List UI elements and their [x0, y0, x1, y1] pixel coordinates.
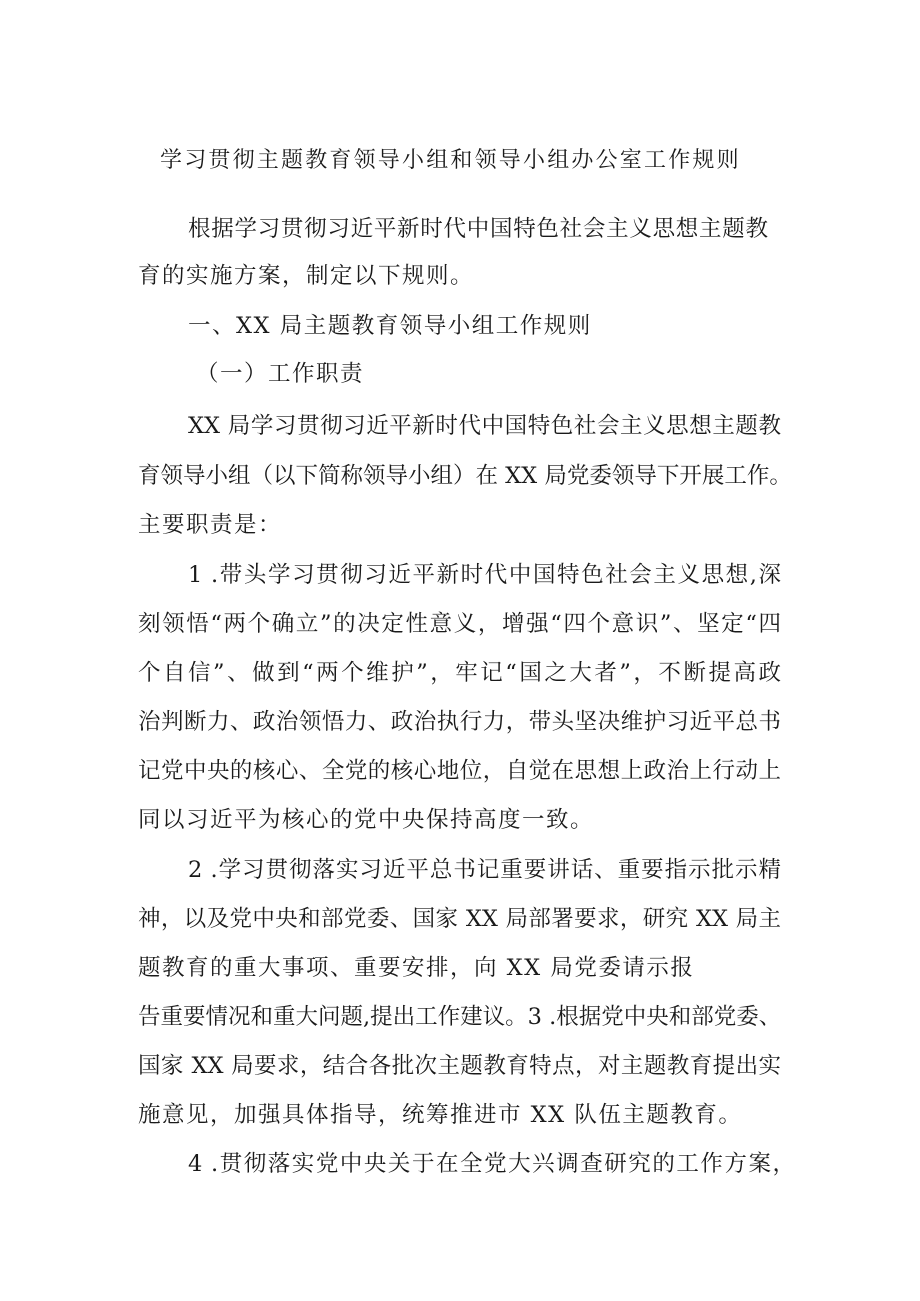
- list-item-line: 2 .学习贯彻落实习近平总书记重要讲话、重要指示批示精: [188, 857, 781, 883]
- list-item-line: 4 .贯彻落实党中央关于在全党大兴调查研究的工作方案，: [188, 1151, 795, 1177]
- list-item-line: 个自信”、做到“两个维护”，牢记“国之大者”，不断提高政: [138, 660, 781, 686]
- paragraph-line: 主要职责是：: [138, 512, 283, 538]
- list-item-line: 1 .带头学习贯彻习近平新时代中国特色社会主义思想,深: [188, 562, 781, 588]
- list-item-line: 刻领悟“两个确立”的决定性意义，增强“四个意识”、坚定“四: [138, 611, 781, 637]
- paragraph-line: 育的实施方案，制定以下规则。: [138, 263, 475, 289]
- subsection-heading: （一）工作职责: [196, 361, 365, 387]
- document-title: 学习贯彻主题教育领导小组和领导小组办公室工作规则: [160, 148, 741, 173]
- list-item-line: 告重要情况和重大问题,提出工作建议。3 .根据党中央和部党委、: [138, 1004, 782, 1030]
- section-heading: 一、XX 局主题教育领导小组工作规则: [188, 313, 592, 339]
- paragraph-line: XX 局学习贯彻习近平新时代中国特色社会主义思想主题教: [188, 413, 781, 439]
- list-item-line: 同以习近平为核心的党中央保持高度一致。: [138, 807, 595, 833]
- paragraph-line: 根据学习贯彻习近平新时代中国特色社会主义思想主题教: [188, 216, 768, 242]
- list-item-line: 施意见，加强具体指导，统筹推进市 XX 队伍主题教育。: [138, 1102, 743, 1128]
- paragraph-line: 育领导小组（以下简称领导小组）在 XX 局党委领导下开展工作。: [138, 463, 792, 489]
- list-item-line: 记党中央的核心、全党的核心地位，自觉在思想上政治上行动上: [138, 758, 781, 784]
- list-item-line: 题教育的重大事项、重要安排，向 XX 局党委请示报: [138, 955, 695, 981]
- list-item-line: 国家 XX 局要求，结合各批次主题教育特点，对主题教育提出实: [138, 1053, 781, 1079]
- list-item-line: 神，以及党中央和部党委、国家 XX 局部署要求，研究 XX 局主: [138, 906, 781, 932]
- list-item-line: 治判断力、政治领悟力、政治执行力，带头坚决维护习近平总书: [138, 709, 781, 735]
